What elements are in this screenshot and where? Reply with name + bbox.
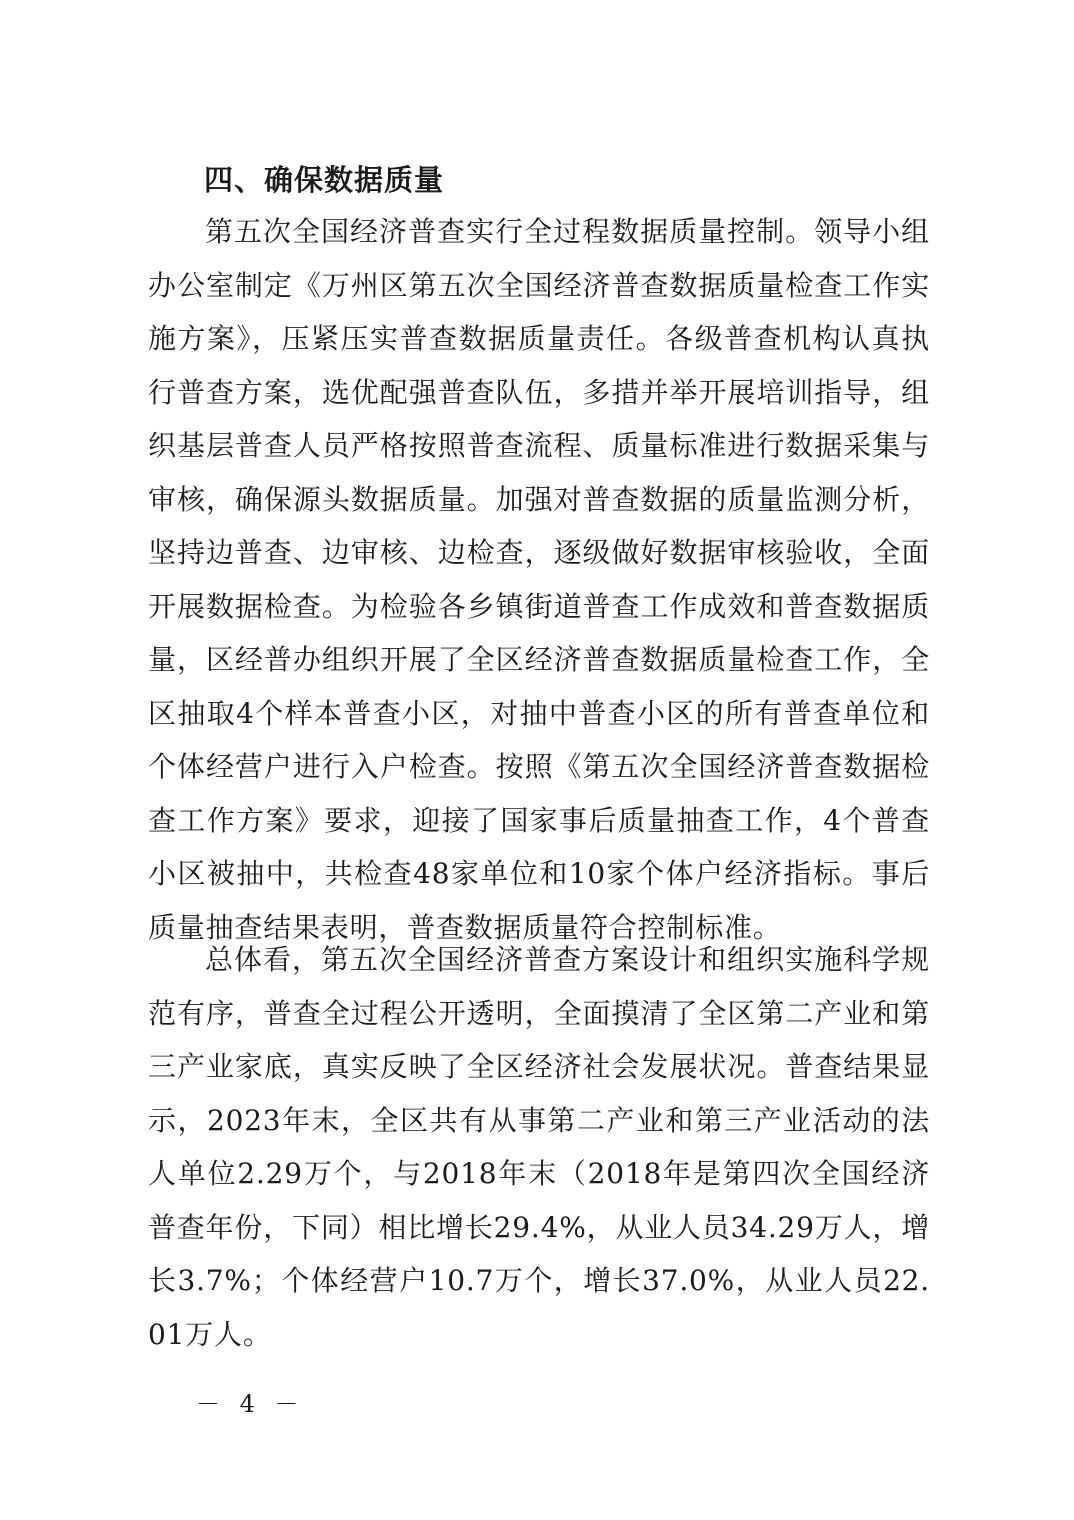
section-heading: 四、确保数据质量 — [204, 163, 445, 197]
paragraph-summary-results: 总体看，第五次全国经济普查方案设计和组织实施科学规范有序，普查全过程公开透明，全面摸清了全区第二产业和第三产业家底，真实反映了全区经济社会发展状况。普查结果显示，2023年末，全区共有从事第二产业和第三产业活动的法人单位2.29万个，与2018年末（2018年是第四次全国经济普查年份，下同）相比增长29.4%，从业人员34.29万人，增长3.7%；个体经营户10.7万个，增长37.0%，从业人员22.01万人。 — [148, 943, 930, 1351]
page-number: － 4 － — [196, 1390, 305, 1418]
paragraph-data-quality-control: 第五次全国经济普查实行全过程数据质量控制。领导小组办公室制定《万州区第五次全国经济普查数据质量检查工作实施方案》，压紧压实普查数据质量责任。各级普查机构认真执行普查方案，选优配强普查队伍，多措并举开展培训指导，组织基层普查人员严格按照普查流程、质量标准进行数据采集与审核，确保源头数据质量。加强对普查数据的质量监测分析，坚持边普查、边审核、边检查，逐级做好数据审核验收，全面开展数据检查。为检验各乡镇街道普查工作成效和普查数据质量，区经普办组织开展了全区经济普查数据质量检查工作，全区抽取4个样本普查小区，对抽中普查小区的所有普查单位和个体经营户进行入户检查。按照《第五次全国经济普查数据检查工作方案》要求，迎接了国家事后质量抽查工作，4个普查小区被抽中，共检查48家单位和10家个体户经济指标。事后质量抽查结果表明，普查数据质量符合控制标准。 — [148, 215, 930, 944]
